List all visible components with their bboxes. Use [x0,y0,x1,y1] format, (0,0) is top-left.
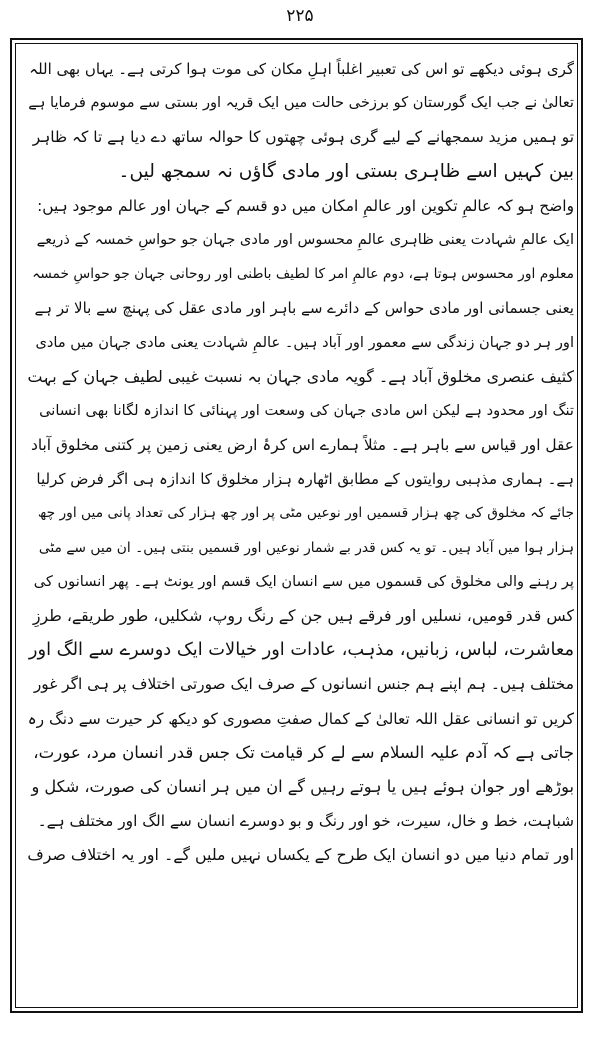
body-line: عقل اور قیاس سے باہر ہے۔ مثلاً ہمارے اس کرۂ ارض یعنی زمین پر کتنی مخلوق آباد [30,436,574,455]
body-line: تنگ اور محدود ہے لیکن اس مادی جہان کی وسعت اور پہنائی کا اندازہ لگانا بھی انسانی [39,401,574,419]
body-line: یعنی جسمانی اور مادی حواس کے دائرے سے باہر اور مادی عقل کی پہنچ سے بالا تر ہے [34,299,574,318]
body-line: شباہت، خط و خال، سیرت، خو اور رنگ و بو دوسرے انسان سے الگ اور مختلف ہے۔ [37,812,574,831]
body-line: تعالیٰ نے جب ایک گورستان کو برزخی حالت میں ایک قریہ اور بستی سے موسوم فرمایا ہے [28,94,574,112]
body-line: معاشرت، لباس، زبانیں، مذہب، عادات اور خیالات ایک دوسرے سے الگ اور [28,639,574,661]
body-line: معلوم اور محسوس ہوتا ہے، دوم عالمِ امر کا لطیف باطنی اور روحانی جہان جو حواسِ خمسہ [32,266,574,283]
body-line: ہزار ہوا میں آباد ہیں۔ تو یہ کس قدر بے شمار نوعیں اور قسمیں بنتی ہیں۔ ان میں سے مٹی [38,539,574,556]
body-line: مختلف ہیں۔ ہم اپنے ہم جنس انسانوں کے صرف ایک صورتی اختلاف پر ہی اگر غور [33,675,574,694]
body-line: کریں تو انسانی عقل اللہ تعالیٰ کے کمال صفتِ مصوری کو دیکھ کر حیرت سے دنگ رہ [27,709,574,728]
body-line: پر رہنے والی مخلوق کی قسموں میں سے انسان ایک قسم اور یونٹ ہے۔ پھر انسانوں کی [33,572,574,590]
page-body [26,52,574,873]
body-line: ایک عالمِ شہادت یعنی ظاہری عالمِ محسوس اور مادی جہان جو حواسِ خمسہ کے ذریعے [36,230,574,248]
body-line: بوڑھے اور جوان ہوئے ہیں یا ہوتے رہیں گے ان میں ہر انسان کی صورت، شکل و [31,776,574,796]
body-line: اور تمام دنیا میں دو انسان ایک طرح کے یکساں نہیں ملیں گے۔ اور یہ اختلاف صرف [27,845,574,865]
page-number: ۲۲۵ [286,6,314,26]
body-line: اور ہر دو جہان زندگی سے معمور اور آباد ہیں۔ عالمِ شہادت یعنی مادی جہان میں مادی [35,333,574,351]
body-line: گری ہوئی دیکھے تو اس کی تعبیر اغلباً اہلِ مکان کی موت ہوا کرتی ہے۔ یہاں بھی اللہ [29,60,574,78]
body-line: تو ہمیں مزید سمجھانے کے لیے گری ہوئی چھتوں کا حوالہ ساتھ دے دیا ہے تا کہ ظاہر [32,128,574,147]
body-line: بین کہیں اسے ظاہری بستی اور مادی گاؤں نہ سمجھ لیں۔ [118,160,574,182]
body-line: جائے کہ مخلوق کی چھ ہزار قسمیں اور نوعیں مٹی پر اور چھ ہزار کی تعداد پانی میں اور چھ [37,505,574,522]
body-line: جاتی ہے کہ آدم علیہ السلام سے لے کر قیامت تک جس قدر انسان مرد، عورت، [33,742,574,762]
body-line: کس قدر قومیں، نسلیں اور فرقے ہیں جن کے رنگ روپ، شکلیں، طور طریقے، طرزِ [32,606,574,625]
body-line: واضح ہو کہ عالمِ تکوین اور عالمِ امکان میں دو قسم کے جہان اور عالم موجود ہیں: [37,196,574,215]
body-line: ہے۔ ہماری مذہبی روایتوں کے مطابق اٹھارہ ہزار مخلوق کا اندازہ ہی اگر فرض کرلیا [36,470,574,489]
body-line: کثیف عنصری مخلوق آباد ہے۔ گویہ مادی جہان بہ نسبت غیبی لطیف جہان کے بہت [27,366,574,386]
